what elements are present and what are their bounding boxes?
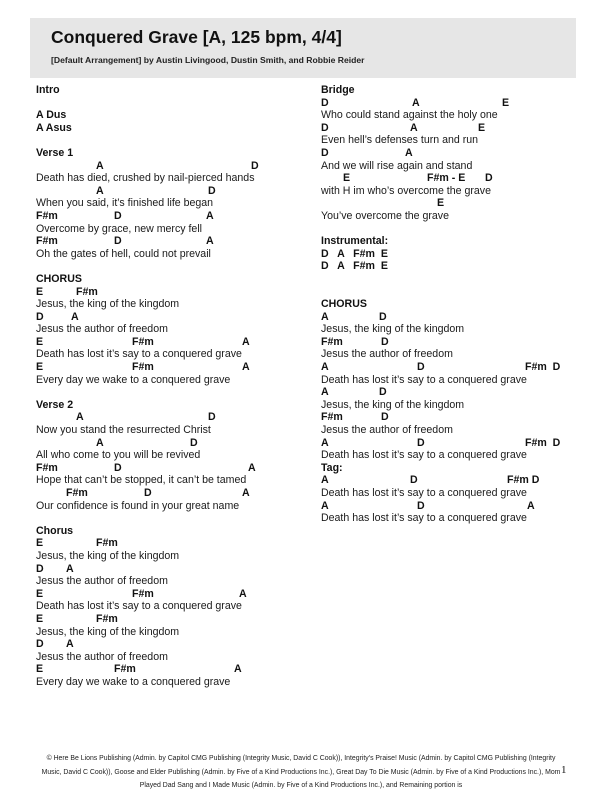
chord: D [36,310,44,323]
lyric-line: Even hell’s defenses turn and run [321,134,479,147]
lyric-line: Our confidence is found in your great name [36,499,240,512]
chord: D [321,121,329,134]
chord: A [527,499,535,512]
chord-line [321,361,576,374]
chord-line [36,487,291,500]
chord: A [206,235,214,248]
chord: F#m - E [427,172,466,185]
lyric-line: with H im who’s overcome the grave [321,184,491,197]
lyric-line: Jesus the author of freedom [36,323,168,336]
chord: E [36,537,44,550]
lyric-line: You’ve overcome the grave [321,209,449,222]
chord: A [321,499,329,512]
chord-line [36,235,291,248]
chord: D [321,146,329,159]
chord: F#m [36,209,58,222]
lyric-line: Oh the gates of hell, could not prevail [36,247,211,260]
chord: A [76,411,84,424]
chord: E [36,663,44,676]
chord: E [36,361,44,374]
spacer [321,286,576,299]
chord: F#m [114,663,136,676]
section-heading: CHORUS [36,272,82,285]
chord: D [114,235,122,248]
chord: A [66,562,74,575]
lyric-line: Death has lost it’s say to a conquered grave [321,512,527,525]
chord: F#m [321,335,343,348]
lyric-line: Hope that can’t be stopped, it can’t be tamed [36,474,247,487]
spacer [36,512,291,525]
chord: A [321,361,329,374]
chord-line [321,97,576,110]
spacer [36,97,291,110]
chord-line [321,500,576,513]
lyric-line: Death has lost it’s say to a conquered grave [321,449,527,462]
chord: A [321,386,329,399]
chord-line [321,147,576,160]
spacer [36,134,291,147]
chord-line [321,197,576,210]
chord: F#m D [507,474,540,487]
chord: A [410,121,418,134]
chord-line [36,311,291,324]
chord: D [144,487,152,499]
spacer [36,260,291,273]
lyric-line: Jesus, the king of the kingdom [321,398,465,411]
chord: D [417,436,425,449]
chord: A [321,474,329,487]
spacer [321,223,576,236]
chord: D [485,172,493,185]
chord: E [36,335,44,348]
section-heading: CHORUS [321,298,367,311]
chord: A [96,159,104,172]
lyric-line: Who could stand against the holy one [321,109,498,122]
chord-line: D A F#m E [321,260,388,273]
chord-line [36,613,291,626]
chord-line [321,411,576,424]
lyric-line: And we will rise again and stand [321,159,473,172]
lyric-line: Jesus the author of freedom [36,575,168,588]
chord: F#m [132,361,154,374]
chord: A [248,461,256,474]
chord: A [96,436,104,449]
chord: A [71,310,79,323]
chord: F#m [96,537,118,550]
chord: D [208,411,216,424]
chord: F#m D [525,436,561,449]
chord: D [190,436,198,449]
chord: F#m [66,487,88,499]
chord: D [114,461,122,474]
chord-line [36,361,291,374]
chord: A [96,184,104,197]
song-credits: [Default Arrangement] by Austin Livingood, Dustin Smith, and Robbie Reider [51,55,365,65]
chord: E [36,612,44,625]
chord: D [36,638,44,651]
lyric-line: Every day we wake to a conquered grave [36,373,231,386]
lyric-line: Jesus, the king of the kingdom [321,323,465,336]
chord: E [343,172,351,185]
chord-line [36,588,291,601]
chord-line [36,210,291,223]
lyric-line: Every day we wake to a conquered grave [36,675,231,688]
chord-line [321,172,576,185]
chord-line [36,563,291,576]
chord-line [321,336,576,349]
chord-line [321,437,576,450]
chord-line [36,663,291,676]
chord: A [234,663,242,676]
chord: F#m [76,285,98,298]
chord: F#m [36,461,58,474]
chord: F#m [132,587,154,600]
lyric-line: Jesus the author of freedom [321,348,453,361]
chord: A [321,436,329,449]
chord: F#m [96,612,118,625]
chord: A [206,209,214,222]
section-heading: Verse 1 [36,146,74,159]
chord: D [36,562,44,575]
lyric-line: Jesus, the king of the kingdom [36,625,180,638]
lyric-line: All who come to you will be revived [36,449,201,462]
chord: F#m [36,235,58,248]
chord: D [208,184,216,197]
chord: F#m D [525,361,561,374]
lyric-line: Jesus, the king of the kingdom [36,549,180,562]
chord-line [321,311,576,324]
copyright-footer: © Here Be Lions Publishing (Admin. by Capitol CMG Publishing (Integrity Music, David C Cook)), Integrity's Praise! Music (Admin. by Capitol CMG Publishing (Integrity Music, David C Cook)), Goose and Elder Publishing (Admin. by Five of a Kind Productions Inc.), Great Day To Die Music (Admin. by Five of a Kind Productions Inc.), Mom Played Dad Sang and I Made Music (Admin. by Five of a Kind Productions Inc.), and Remaining portion is [41,755,561,789]
left-column [36,84,291,689]
chord-line: D A F#m E [321,247,388,260]
chord-line [36,286,291,299]
chord-line [321,122,576,135]
chord: A [239,587,247,600]
chord: E [502,96,510,109]
chord: D [379,310,387,323]
chord: D [417,499,425,512]
chord-line [36,537,291,550]
song-title: Conquered Grave [A, 125 bpm, 4/4] [51,27,342,47]
section-heading: Bridge [321,84,355,96]
section-heading: Verse 2 [36,398,74,411]
lyric-line: Jesus, the king of the kingdom [36,298,180,311]
lyric-line: Overcome by grace, new mercy fell [36,222,203,235]
spacer [321,273,576,286]
chord: D [417,361,425,374]
chord: F#m [132,335,154,348]
chord: A [242,335,250,348]
chord: E [36,285,44,298]
lyric-line: Jesus the author of freedom [321,424,453,437]
chord-line [36,160,291,173]
chord: D [251,159,259,172]
right-column [321,84,576,525]
chord: D [379,386,387,399]
lyric-line: Death has lost it’s say to a conquered grave [321,487,527,499]
lyric-line: Now you stand the resurrected Christ [36,424,211,437]
lyric-line: Death has died, crushed by nail-pierced hands [36,172,255,185]
lyric-line: Death has lost it’s say to a conquered grave [321,373,527,386]
chord: A [66,638,74,651]
chord: E [437,197,445,210]
page-number: 1 [561,764,567,776]
chord: F#m [321,411,343,424]
chord: A [242,487,250,499]
chord: D [321,96,329,109]
chord-line [36,336,291,349]
chord-line [36,437,291,450]
lyric-line: Death has lost it’s say to a conquered grave [36,600,242,613]
chord: A [412,96,420,109]
chord: D [381,411,389,424]
chord-line [36,411,291,424]
chord: D [410,474,418,487]
chord-line [36,185,291,198]
chord-line [321,386,576,399]
chord: D [114,209,122,222]
chord-line: A Dus [36,109,67,122]
chord: E [478,121,486,134]
chord: A [321,310,329,323]
section-heading: Instrumental: [321,235,389,248]
chord-line [321,474,576,487]
chord-line [36,462,291,475]
song-header [30,18,576,78]
chord: A [405,146,413,159]
lyric-line: Death has lost it’s say to a conquered grave [36,348,242,361]
chord: E [36,587,44,600]
chord-line: A Asus [36,121,72,134]
lyric-line: When you said, it’s finished life began [36,197,214,210]
chord: A [242,361,250,374]
chord: D [381,335,389,348]
section-heading: Intro [36,84,60,96]
chord-line [36,638,291,651]
spacer [36,386,291,399]
section-heading: Tag: [321,461,343,474]
lyric-line: Jesus the author of freedom [36,650,168,663]
section-heading: Chorus [36,524,74,537]
